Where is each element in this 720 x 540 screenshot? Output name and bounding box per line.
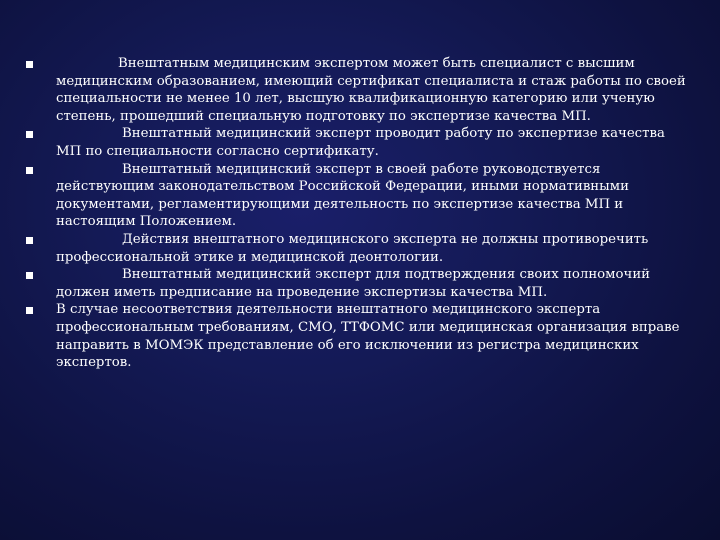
- bullet-item-2: [26, 125, 694, 160]
- bullet-list: [26, 55, 694, 372]
- bullet-item-5: [26, 266, 694, 301]
- bullet-text-4: Действия внештатного медицинского эксперта не должны противоречить профессиональной этике и медицинской деонтологии.: [56, 231, 653, 265]
- bullet-item-6: [26, 301, 694, 371]
- bullet-item-4: [26, 231, 694, 266]
- bullet-text-1: Внештатным медицинским экспертом может быть специалист с высшим медицинским образованием, имеющий сертификат специалиста и стаж работы по своей специальности не менее 10 лет, высшую квалификационную категорию или ученую степень, прошедший специальную подготовку по экспертизе качества МП.: [56, 56, 691, 124]
- bullet-item-1: [26, 55, 694, 125]
- bullet-text-2: Внештатный медицинский эксперт проводит работу по экспертизе качества МП по специальности согласно сертификату.: [56, 126, 670, 159]
- bullet-text-3: Внештатный медицинский эксперт в своей работе руководствуется действующим законодательством Российской Федерации, иными нормативными документами, регламентирующими деятельность по экспертизе качества МП и настоящим Положением.: [56, 161, 634, 230]
- square-bullet-icon: [26, 272, 33, 279]
- bullet-item-3: [26, 161, 694, 231]
- square-bullet-icon: [26, 167, 33, 174]
- square-bullet-icon: [26, 61, 33, 68]
- square-bullet-icon: [26, 307, 33, 314]
- square-bullet-icon: [26, 131, 33, 138]
- bullet-text-6: В случае несоответствия деятельности внештатного медицинского эксперта профессиональным требованиям, СМО, ТТФОМС или медицинская организация вправе направить в МОМЭК представление об его исключении из регистра медицинских экспертов.: [56, 302, 684, 371]
- square-bullet-icon: [26, 237, 33, 244]
- bullet-text-5: Внештатный медицинский эксперт для подтверждения своих полномочий должен иметь предписание на проведение экспертизы качества МП.: [56, 267, 655, 300]
